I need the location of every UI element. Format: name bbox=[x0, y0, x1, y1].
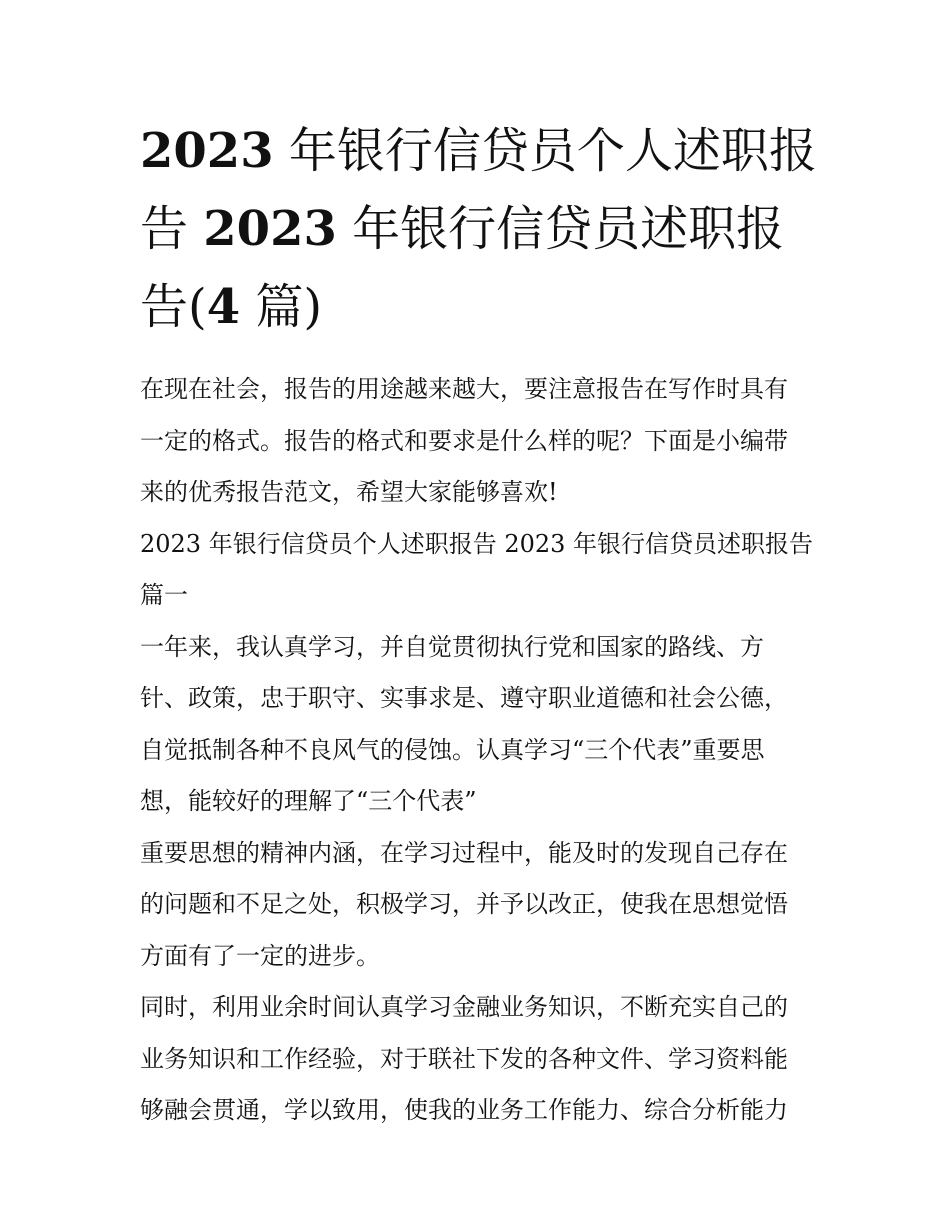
title-line bbox=[140, 112, 817, 190]
section-heading bbox=[140, 519, 812, 622]
text-line: 方面有了一定的进步。 bbox=[140, 941, 380, 970]
document-page bbox=[140, 112, 817, 1137]
text-line: 业务知识和工作经验，对于联社下发的各种文件、学习资料能 bbox=[140, 1044, 788, 1073]
document-body bbox=[140, 364, 812, 1137]
text-line: 来的优秀报告范文，希望大家能够喜欢! bbox=[140, 478, 558, 506]
title-text: 告 bbox=[140, 201, 204, 257]
text-line: 2023 年银行信贷员个人述职报告 2023 年银行信贷员述职报告 bbox=[140, 529, 814, 558]
intro-paragraph bbox=[140, 364, 812, 519]
text-line: 自觉抵制各种不良风气的侵蚀。认真学习“三个代表”重要思 bbox=[140, 735, 765, 764]
title-count: 4 bbox=[206, 279, 241, 335]
title-text: 告( bbox=[140, 279, 207, 335]
body-paragraph-3 bbox=[140, 982, 812, 1137]
text-line: 想，能较好的理解了“三个代表” bbox=[140, 787, 477, 815]
text-line: 一定的格式。报告的格式和要求是什么样的呢？下面是小编带 bbox=[140, 426, 788, 455]
title-year: 2023 bbox=[140, 123, 274, 179]
text-line: 的问题和不足之处，积极学习，并予以改正，使我在思想觉悟 bbox=[140, 890, 788, 918]
title-line bbox=[140, 268, 812, 346]
title-text: 年银行信贷员个人述职报 bbox=[273, 123, 817, 179]
body-paragraph-1 bbox=[140, 622, 812, 828]
body-paragraph-2 bbox=[140, 828, 812, 983]
title-text: 年银行信贷员述职报 bbox=[336, 201, 785, 257]
title-line bbox=[140, 190, 812, 268]
text-line: 在现在社会，报告的用途越来越大，要注意报告在写作时具有 bbox=[140, 375, 788, 403]
text-line: 重要思想的精神内涵，在学习过程中，能及时的发现自己存在 bbox=[140, 838, 788, 867]
text-line: 篇一 bbox=[140, 581, 188, 609]
text-line: 针、政策，忠于职守、实事求是、遵守职业道德和社会公德， bbox=[140, 684, 788, 712]
text-line: 一年来，我认真学习，并自觉贯彻执行党和国家的路线、方 bbox=[140, 632, 764, 661]
text-line: 同时，利用业余时间认真学习金融业务知识，不断充实自己的 bbox=[140, 993, 788, 1021]
document-title bbox=[140, 112, 817, 346]
title-text: 篇) bbox=[240, 279, 323, 335]
text-line: 够融会贯通，学以致用，使我的业务工作能力、综合分析能力 bbox=[140, 1096, 788, 1124]
title-year: 2023 bbox=[203, 201, 337, 257]
